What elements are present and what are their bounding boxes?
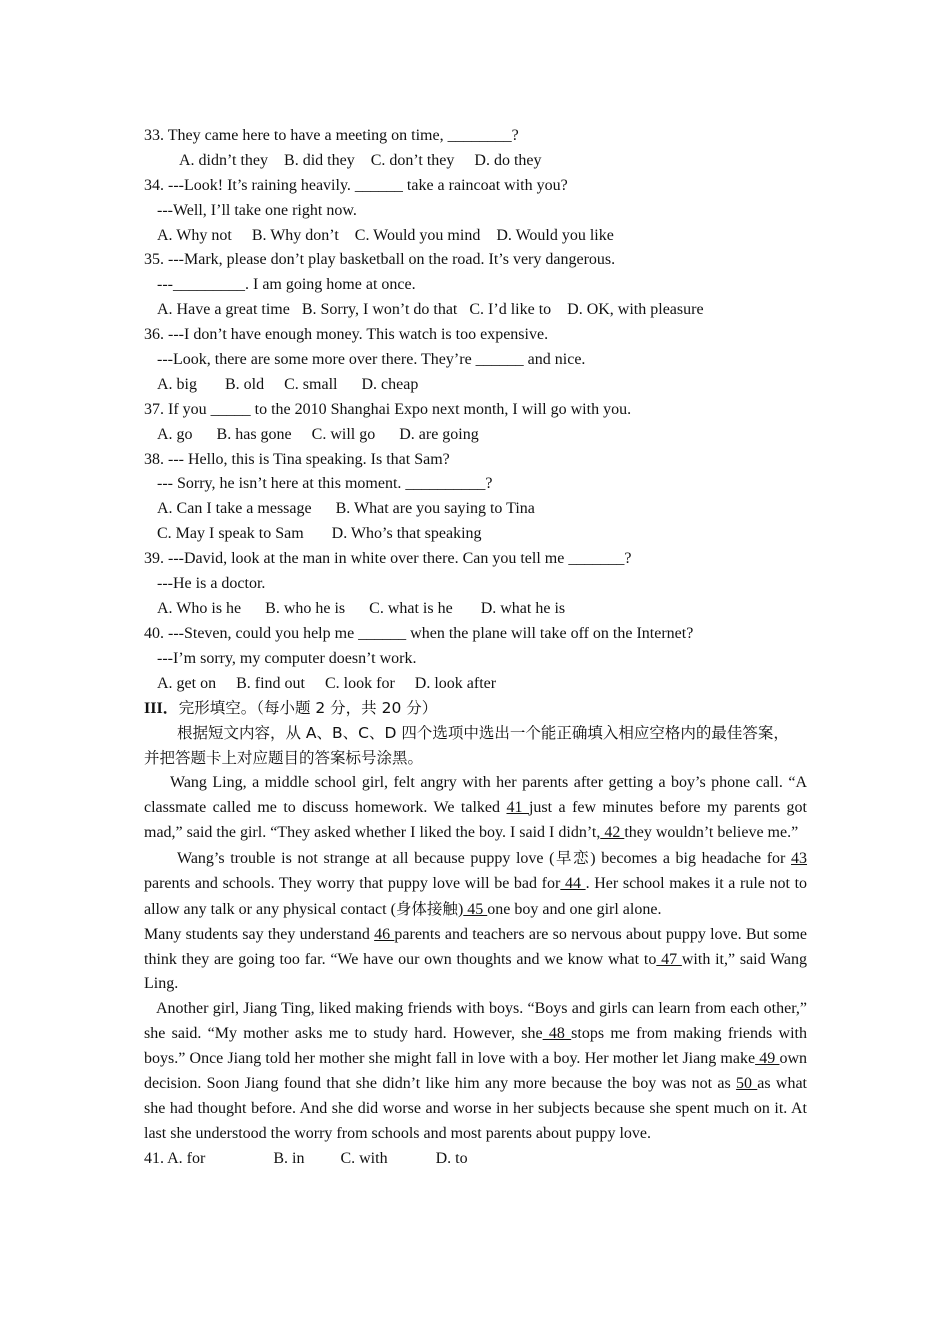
p2-text-f: one boy and one girl alone. bbox=[487, 900, 662, 918]
passage-paragraph-1 bbox=[144, 771, 807, 846]
blank-41: 41 bbox=[506, 799, 529, 817]
question-38-options: A. Can I take a message B. What are you saying to Tina bbox=[157, 500, 535, 518]
passage-paragraph-2 bbox=[144, 846, 807, 923]
question-37-stem: 37. If you _____ to the 2010 Shanghai Expo next month, I will go with you. bbox=[144, 400, 632, 418]
question-39-stem: 39. ---David, look at the man in white over there. Can you tell me _______? bbox=[144, 550, 632, 568]
blank-45: 45 bbox=[463, 900, 488, 918]
p2-text-a: Wang’s trouble is not strange at all because puppy love ( bbox=[177, 849, 555, 867]
question-39-reply: ---He is a doctor. bbox=[157, 575, 266, 593]
blank-43: 43 bbox=[791, 849, 808, 867]
blank-44: 44 bbox=[560, 874, 586, 892]
question-39-options: A. Who is he B. who he is C. what is he D. what he is bbox=[157, 599, 566, 617]
question-36-reply: ---Look, there are some more over there. They’re ______ and nice. bbox=[157, 351, 586, 369]
question-34-stem: 34. ---Look! It’s raining heavily. ______ take a raincoat with you? bbox=[144, 176, 568, 194]
passage-paragraph-3 bbox=[144, 923, 807, 998]
p2-text-b: ) becomes a big headache for bbox=[590, 849, 792, 867]
p2-chinese-2: 身体接触 bbox=[395, 899, 458, 918]
p4-text-d: as what she had thought before. And she did worse and worse in her subjects because she spent much on it. At last she understood the worry from schools and most parents about puppy love. bbox=[144, 1075, 808, 1142]
section-number: III． bbox=[144, 700, 179, 718]
question-40-reply: ---I’m sorry, my computer doesn’t work. bbox=[157, 649, 417, 667]
exam-page bbox=[144, 124, 807, 1172]
question-38-stem: 38. --- Hello, this is Tina speaking. Is that Sam? bbox=[144, 450, 450, 468]
question-36-options: A. big B. old C. small D. cheap bbox=[157, 375, 419, 393]
section-instruction-1: 根据短文内容，从 A、B、C、D 四个选项中选出一个能正确填入相应空格内的最佳答案， bbox=[177, 724, 789, 743]
question-38-options-2: C. May I speak to Sam D. Who’s that speaking bbox=[157, 525, 482, 543]
section-title: 完形填空。（每小题 2 分，共 20 分） bbox=[178, 699, 438, 718]
p3-text-b: parents and teachers are so nervous about puppy love. But some think they are going too far. “We have our own thoughts and we know what to bbox=[144, 925, 808, 968]
p2-text-d: . Her school makes it a rule not to allow any talk or any physical contact ( bbox=[144, 874, 808, 918]
p2-text-c: parents and schools. They worry that puppy love will be bad for bbox=[144, 874, 561, 892]
question-34-reply: ---Well, I’ll take one right now. bbox=[157, 201, 357, 219]
question-35-reply: ---_________. I am going home at once. bbox=[157, 276, 416, 294]
passage-paragraph-4 bbox=[144, 997, 807, 1146]
p2-chinese-1: 早恋 bbox=[554, 848, 591, 867]
question-34-options: A. Why not B. Why don’t C. Would you mind D. Would you like bbox=[157, 226, 614, 244]
p1-text-b: just a few minutes before my parents got mad,” said the girl. “They asked whether I liked the boy. I said I didn’t, bbox=[144, 799, 807, 841]
p1-text-a: Wang Ling, a middle school girl, felt angry with her parents after getting a boy’s phone call. “A classmate called me to discuss homework. We talked bbox=[144, 774, 807, 817]
question-40-stem: 40. ---Steven, could you help me ______ when the plane will take off on the Internet? bbox=[144, 624, 694, 642]
question-38-reply: --- Sorry, he isn’t here at this moment. __________? bbox=[157, 475, 493, 493]
p1-text-c: they wouldn’t believe me.” bbox=[624, 823, 799, 841]
question-36-stem: 36. ---I don’t have enough money. This watch is too expensive. bbox=[144, 326, 549, 344]
p3-text-a: Many students say they understand bbox=[144, 925, 375, 943]
blank-48: 48 bbox=[542, 1025, 572, 1043]
question-33-stem: 33. They came here to have a meeting on time, ________? bbox=[144, 127, 519, 144]
blank-50: 50 bbox=[736, 1075, 758, 1093]
blank-42: 42 bbox=[600, 823, 625, 841]
question-40-options: A. get on B. find out C. look for D. look after bbox=[157, 674, 497, 692]
question-37-options: A. go B. has gone C. will go D. are going bbox=[157, 425, 479, 443]
question-33-options: A. didn’t they B. did they C. don’t they D. do they bbox=[179, 151, 542, 169]
p4-text-a: Another girl, Jiang Ting, liked making friends with boys. “Boys and girls can learn from each other,” she said. “My mother asks me to study hard. However, she bbox=[144, 1000, 807, 1043]
p3-text-c: with it,” said Wang Ling. bbox=[144, 950, 808, 993]
blank-46: 46 bbox=[374, 925, 395, 943]
question-41-options: 41. A. for B. in C. with D. to bbox=[144, 1149, 468, 1167]
p2-text-e: ) bbox=[457, 900, 464, 918]
section-instruction-2: 并把答题卡上对应题目的答案标号涂黑。 bbox=[144, 749, 424, 768]
section-heading bbox=[144, 696, 807, 721]
blank-47: 47 bbox=[656, 950, 682, 968]
question-35-options: A. Have a great time B. Sorry, I won’t do that C. I’d like to D. OK, with pleasure bbox=[157, 301, 704, 319]
question-35-stem: 35. ---Mark, please don’t play basketball on the road. It’s very dangerous. bbox=[144, 251, 616, 269]
p4-text-c: own decision. Soon Jiang found that she didn’t like him any more because the boy was not as bbox=[144, 1050, 808, 1093]
p4-text-b: stops me from making friends with boys.” Once Jiang told her mother she might fall in love with a boy. Her mother let Jiang make bbox=[144, 1025, 807, 1068]
blank-49: 49 bbox=[755, 1050, 780, 1068]
